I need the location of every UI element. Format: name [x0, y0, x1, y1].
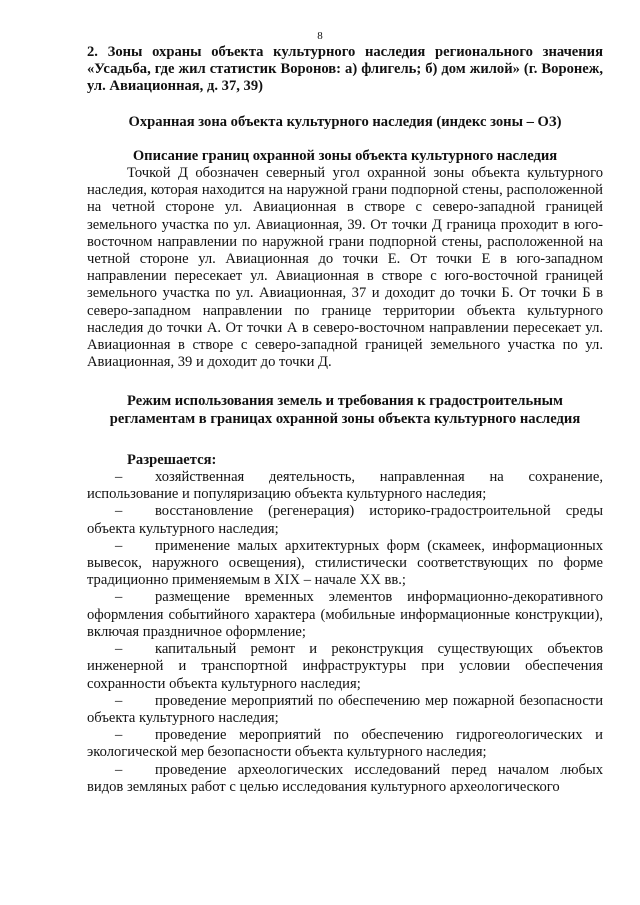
page-number: 8 [317, 30, 323, 42]
boundary-heading: Описание границ охранной зоны объекта культурного наследия [132, 147, 558, 164]
dash-marker: – [115, 469, 123, 486]
dash-marker: – [115, 692, 123, 709]
boundary-description: Точкой Д обозначен северный угол охранной зоны объекта культурного наследия, которая находится на наружной грани подпорной стены, расположенной на четной стороне ул. Авиационная в створе с северо-западной границей земельного участка по ул. Авиационная, 39. От точки Д граница проходит в юго-восточном направлении по наружной грани подпорной стены, расположенной на четной стороне ул. Авиационная до точки Е. От точки Е в юго-западном направлении пересекает ул. Авиационная в створе с юго-восточной границей земельного участка по ул. Авиационная, 37 и доходит до точки Б. От точки Б в северо-западном направлении по границе территории объекта культурного наследия до точки А. От точки А в северо-восточном направлении пересекает ул. Авиационная в створе с северо-западной границей земельного участка по ул. Авиационная, 39 и доходит до точки Д. [87, 165, 603, 371]
list-item-text: хозяйственная деятельность, направленная на сохранение, использование и популяризацию объекта культурного наследия; [87, 469, 603, 503]
list-item [87, 538, 603, 590]
list-item-text: применение малых архитектурных форм (скамеек, информационных вывесок, наружного освещения), стилистически соответствующих по форме традиционно применяемым в XIX – начале XX вв.; [87, 537, 603, 589]
list-item-text: восстановление (регенерация) историко-градостроительной среды объекта культурного наследия; [87, 503, 603, 537]
page-content [87, 44, 603, 796]
dash-marker: – [115, 589, 123, 606]
list-item [87, 641, 603, 693]
list-item-text: проведение археологических исследований перед началом любых видов земляных работ с целью исследования культурного археологического [87, 761, 603, 795]
zone-heading: Охранная зона объекта культурного наследия (индекс зоны – ОЗ) [128, 113, 562, 130]
list-item-text: капитальный ремонт и реконструкция существующих объектов инженерной и транспортной инфраструктуры при условии обеспечения сохранности объекта культурного наследия; [87, 641, 603, 692]
dash-marker: – [115, 761, 123, 778]
section-title: 2. Зоны охраны объекта культурного наследия регионального значения «Усадьба, где жил статистик Воронов: а) флигель; б) дом жилой» (г. Воронеж, ул. Авиационная, д. 37, 39) [87, 44, 603, 95]
allowed-label: Разрешается: [127, 451, 217, 468]
regime-heading: Режим использования земель и требования к градостроительным регламентам в границах охранной зоны объекта культурного наследия [109, 393, 581, 427]
list-item [87, 693, 603, 727]
list-item-text: размещение временных элементов информационно-декоративного оформления событийного характера (мобильные информационные конструкции), включая праздничное оформление; [87, 589, 603, 640]
dash-marker: – [115, 727, 123, 744]
list-item-text: проведение мероприятий по обеспечению гидрогеологических и экологической мер безопасности объекта культурного наследия; [87, 727, 603, 761]
dash-marker: – [115, 537, 123, 554]
list-item [87, 727, 603, 761]
list-item [87, 469, 603, 503]
dash-marker: – [115, 503, 123, 520]
list-item [87, 762, 603, 796]
dash-marker: – [115, 641, 123, 658]
list-item-text: проведение мероприятий по обеспечению мер пожарной безопасности объекта культурного наследия; [87, 692, 603, 726]
list-item [87, 503, 603, 537]
list-item [87, 589, 603, 641]
